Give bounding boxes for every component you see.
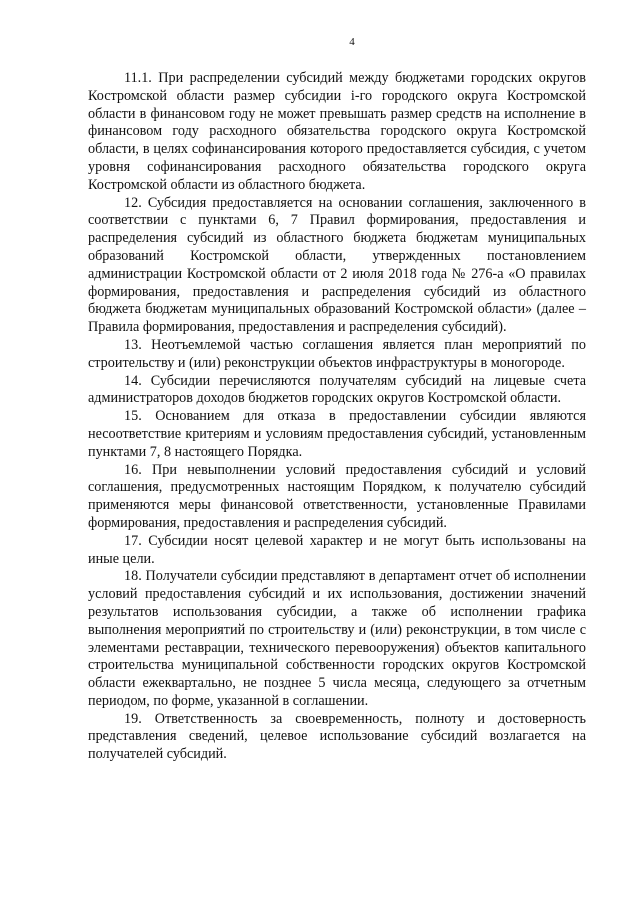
paragraph-18: 18. Получатели субсидии представляют в департамент отчет об исполнении условий предоставления субсидий и их использования, достижении значений результатов использования субсидии, а также об исполнении графика выполнения мероприятий по строительству и (или) реконструкции, в том числе с элементами реставрации, технического перевооружения) объектов капитального строительства муниципальной собственности городских округов Костромской области ежеквартально, не позднее 5 числа месяца, следующего за отчетным периодом, по форме, указанной в соглашении. <box>88 568 586 709</box>
paragraph-19: 19. Ответственность за своевременность, полноту и достоверность представления сведений, целевое использование субсидий возлагается на получателей субсидий. <box>88 710 586 763</box>
paragraph-14: 14. Субсидии перечисляются получателям субсидий на лицевые счета администраторов доходов бюджетов городских округов Костромской области. <box>88 372 586 407</box>
paragraph-12: 12. Субсидия предоставляется на основании соглашения, заключенного в соответствии с пунктами 6, 7 Правил формирования, предоставления и распределения субсидий из областного бюджета бюджетам муниципальных образований Костромской области, утвержденных постановлением администрации Костромской области от 2 июля 2018 года № 276-а «О правилах формирования, предоставления и распределения субсидий из областного бюджета бюджетам муниципальных образований Костромской области» (далее – Правила формирования, предоставления и распределения субсидий). <box>88 194 586 336</box>
page-number: 4 <box>349 36 355 48</box>
paragraph-16: 16. При невыполнении условий предоставления субсидий и условий соглашения, предусмотренных настоящим Порядком, к получателю субсидий применяются меры финансовой ответственности, установленные Правилами формирования, предоставления и распределения субсидий. <box>88 461 586 531</box>
paragraph-11-1: 11.1. При распределении субсидий между бюджетами городских округов Костромской области размер субсидии i-го городского округа Костромской области в финансовом году не может превышать размер средств на исполнение в финансовом году расходного обязательства городского округа Костромской области, в целях софинансирования которого предоставляется субсидия, с учетом уровня софинансирования расходного обязательства городского округа Костромской области из областного бюджета. <box>88 70 586 193</box>
paragraph-13: 13. Неотъемлемой частью соглашения является план мероприятий по строительству и (или) реконструкции объектов инфраструктуры в моногороде. <box>88 336 586 371</box>
paragraph-15: 15. Основанием для отказа в предоставлении субсидии являются несоответствие критериям и условиям предоставления субсидий, установленным пунктами 7, 8 настоящего Порядка. <box>88 408 586 460</box>
paragraph-17: 17. Субсидии носят целевой характер и не могут быть использованы на иные цели. <box>88 532 586 567</box>
